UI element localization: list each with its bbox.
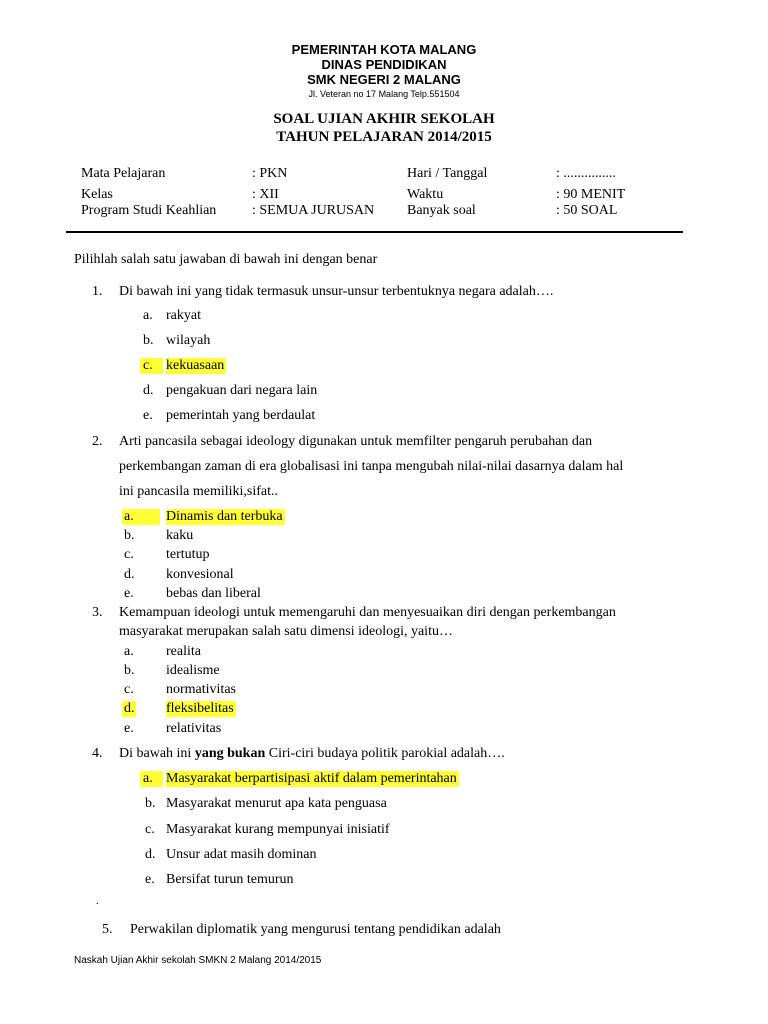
option-letter: b. [143,333,154,348]
option-text: konvesional [166,567,234,582]
stray-dot: . [96,895,99,907]
class-label: Kelas [81,187,113,202]
option-letter: a. [124,644,134,659]
date-label: Hari / Tanggal [407,166,488,181]
question-text-post: Ciri-ciri budaya politik parokial adalah…. [265,746,505,761]
option-letter: b. [124,528,135,543]
question-text-line: Arti pancasila sebagai ideology digunakan untuk memfilter pengaruh perubahan dan [119,434,593,449]
option-letter-highlighted: c. [140,358,163,374]
option-text: kaku [166,528,194,543]
option-letter: e. [143,408,153,423]
time-value: : 90 MENIT [556,187,626,202]
exam-year: TAHUN PELAJARAN 2014/2015 [276,129,492,145]
exam-title: SOAL UJIAN AKHIR SEKOLAH [273,111,495,127]
option-letter: a. [143,308,153,323]
option-letter: d. [145,847,156,862]
option-text: wilayah [166,333,211,348]
option-text: relativitas [166,721,222,736]
time-label: Waktu [407,187,444,202]
count-label: Banyak soal [407,203,476,218]
option-text: rakyat [166,308,201,323]
question-number: 4. [92,746,103,761]
option-letter: e. [124,586,134,601]
option-letter-highlighted: a. [140,771,163,787]
option-text-highlighted: Dinamis dan terbuka [166,509,283,524]
question-number: 1. [92,284,103,299]
question-text-line: ini pancasila memiliki,sifat.. [119,484,279,499]
option-letter: e. [124,721,134,736]
option-text-highlighted: kekuasaan [166,358,225,373]
option-letter: c. [124,547,134,562]
question-text-emphasis: yang bukan [194,746,266,761]
date-value: : ............... [556,166,616,181]
option-text: pengakuan dari negara lain [166,383,318,398]
count-value: : 50 SOAL [556,203,618,218]
header-institution: PEMERINTAH KOTA MALANG [291,42,477,57]
question-text-line: Kemampuan ideologi untuk memengaruhi dan menyesuaikan diri dengan perkembangan [119,605,616,620]
option-letter-highlighted: d. [124,701,135,716]
header-department: DINAS PENDIDIKAN [321,57,447,72]
option-text-highlighted: fleksibelitas [166,701,234,716]
instruction: Pilihlah salah satu jawaban di bawah ini dengan benar [74,252,378,267]
option-letter: d. [143,383,154,398]
question-number: 3. [92,605,103,620]
question-text: Perwakilan diplomatik yang mengurusi tentang pendidikan adalah [130,922,501,937]
subject-value: : PKN [252,166,288,181]
question-text-line: masyarakat merupakan salah satu dimensi ideologi, yaitu… [119,624,453,639]
option-letter: b. [124,663,135,678]
option-letter: d. [124,567,135,582]
option-text-highlighted: Masyarakat berpartisipasi aktif dalam pemerintahan [166,771,457,786]
program-value: : SEMUA JURUSAN [252,203,375,218]
header-divider [66,231,683,233]
question-text [119,746,505,762]
question-text-line: perkembangan zaman di era globalisasi ini tanpa mengubah nilai-nilai dasarnya dalam hal [119,459,624,474]
option-text: Unsur adat masih dominan [166,847,317,862]
question-number: 5. [102,922,113,937]
question-text: Di bawah ini yang tidak termasuk unsur-unsur terbentuknya negara adalah…. [119,284,554,299]
option-letter: c. [124,682,134,697]
option-text: tertutup [166,547,210,562]
class-value: : XII [252,187,279,202]
option-letter: e. [145,872,155,887]
option-text: pemerintah yang berdaulat [166,408,316,423]
option-letter: c. [145,822,155,837]
program-label: Program Studi Keahlian [81,203,217,218]
option-letter-highlighted: a. [122,509,160,525]
option-text: normativitas [166,682,236,697]
option-text: Masyarakat kurang mempunyai inisiatif [166,822,390,837]
header-address: Jl. Veteran no 17 Malang Telp.551504 [308,89,460,99]
question-number: 2. [92,434,103,449]
option-text: idealisme [166,663,220,678]
header-school: SMK NEGERI 2 MALANG [307,72,461,87]
option-text: bebas dan liberal [166,586,261,601]
option-text: Bersifat turun temurun [166,872,294,887]
question-text-pre: Di bawah ini [119,746,195,761]
option-text: Masyarakat menurut apa kata penguasa [166,796,387,811]
option-letter: b. [145,796,156,811]
subject-label: Mata Pelajaran [81,166,166,181]
page-footer: Naskah Ujian Akhir sekolah SMKN 2 Malang 2014/2015 [74,955,322,966]
option-text: realita [166,644,201,659]
